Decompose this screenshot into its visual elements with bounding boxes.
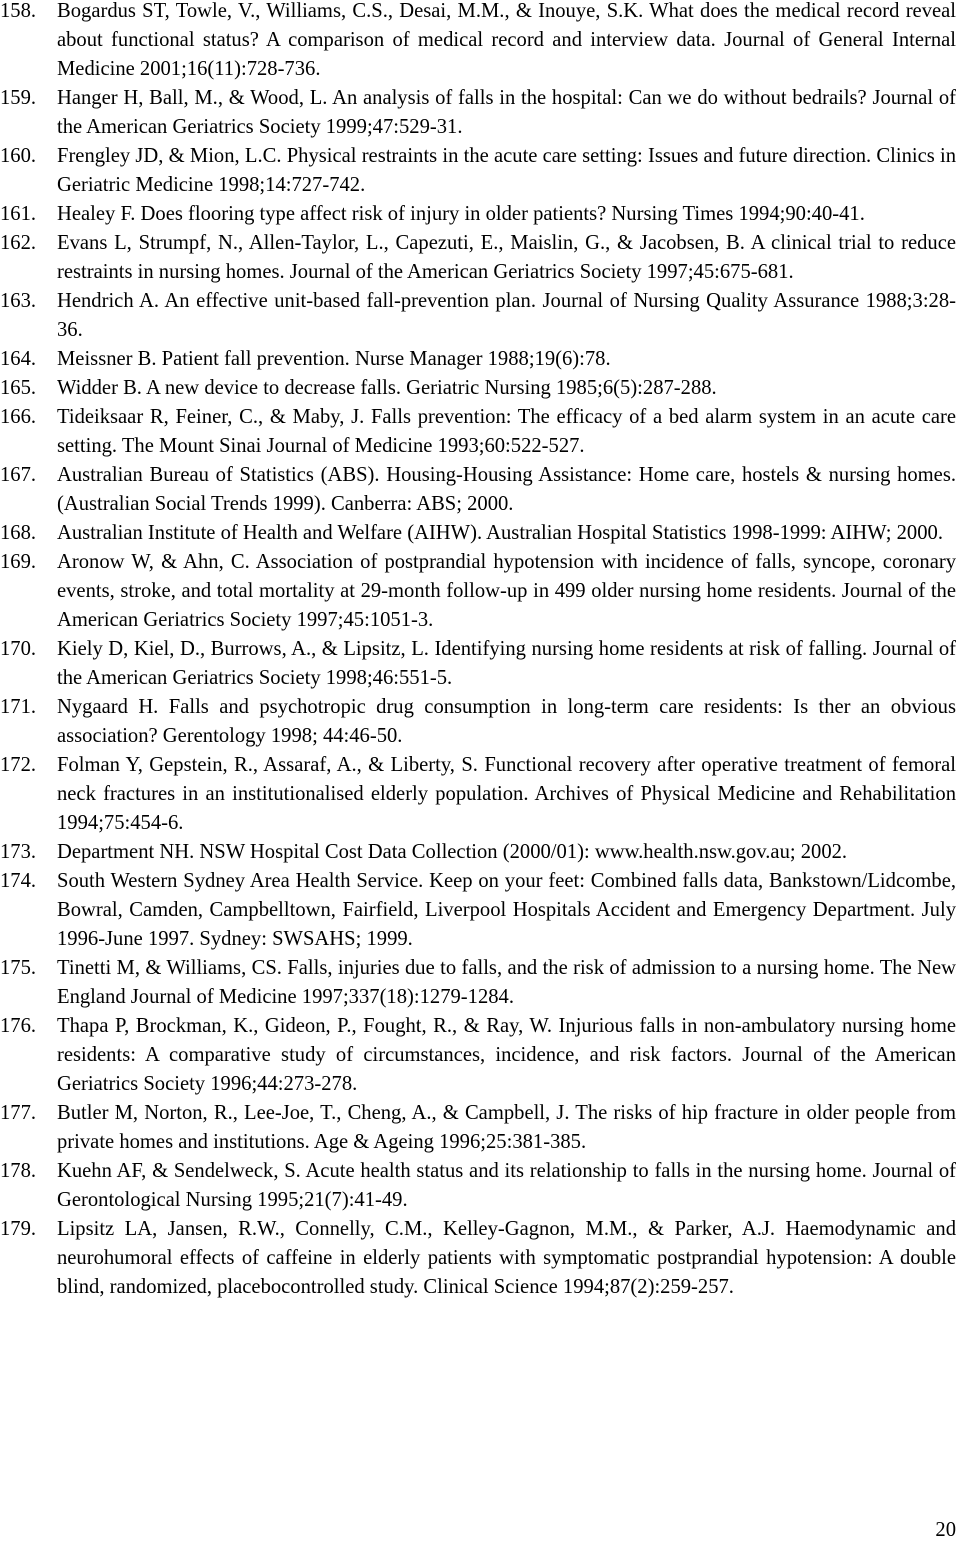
reference-number: 173. [0,841,37,863]
reference-number: 175. [0,957,37,979]
reference-text: Hendrich A. An effective unit-based fall-prevention plan. Journal of Nursing Quality Assurance 1988;3:28-36. [57,290,956,341]
reference-item [0,519,956,548]
reference-item [0,84,956,142]
reference-item [0,345,956,374]
reference-text: Tinetti M, & Williams, CS. Falls, injuries due to falls, and the risk of admission to a nursing home. The New England Journal of Medicine 1997;337(18):1279-1284. [57,957,956,1008]
reference-item [0,954,956,1012]
reference-number: 162. [0,232,37,254]
reference-number: 164. [0,348,37,370]
reference-item [0,0,956,84]
reference-text: Kuehn AF, & Sendelweck, S. Acute health status and its relationship to falls in the nursing home. Journal of Gerontological Nursing 1995;21(7):41-49. [57,1160,956,1211]
reference-number: 163. [0,290,37,312]
reference-number: 171. [0,696,37,718]
reference-number: 179. [0,1218,37,1240]
reference-number: 166. [0,406,37,428]
reference-item [0,461,956,519]
reference-item [0,751,956,838]
reference-text: Widder B. A new device to decrease falls. Geriatric Nursing 1985;6(5):287-288. [57,377,717,399]
reference-text: Frengley JD, & Mion, L.C. Physical restraints in the acute care setting: Issues and future direction. Clinics in Geriatric Medicine 1998;14:727-742. [57,145,956,196]
reference-text: Folman Y, Gepstein, R., Assaraf, A., & Liberty, S. Functional recovery after operative treatment of femoral neck fractures in an institutionalised elderly population. Archives of Physical Medicine and Rehabilitation 1994;75:454-6. [57,754,956,834]
reference-item [0,229,956,287]
reference-text: Lipsitz LA, Jansen, R.W., Connelly, C.M., Kelley-Gagnon, M.M., & Parker, A.J. Haemodynamic and neurohumoral effects of caffeine in elderly patients with symptomatic postprandial hypotension: A double blind, randomized, placebocontrolled study. Clinical Science 1994;87(2):259-257. [57,1218,956,1298]
reference-number: 160. [0,145,37,167]
reference-text: South Western Sydney Area Health Service. Keep on your feet: Combined falls data, Bankstown/Lidcombe, Bowral, Camden, Campbelltown, Fairfield, Liverpool Hospitals Accident and Emergency Department. July 1996-June 1997. Sydney: SWSAHS; 1999. [57,870,956,950]
reference-number: 158. [0,0,37,22]
reference-item [0,1215,956,1302]
reference-item [0,403,956,461]
reference-item [0,693,956,751]
reference-text: Meissner B. Patient fall prevention. Nurse Manager 1988;19(6):78. [57,348,611,370]
reference-text: Healey F. Does flooring type affect risk of injury in older patients? Nursing Times 1994;90:40-41. [57,203,865,225]
reference-number: 176. [0,1015,37,1037]
reference-number: 161. [0,203,37,225]
reference-text: Butler M, Norton, R., Lee-Joe, T., Cheng, A., & Campbell, J. The risks of hip fracture in older people from private homes and institutions. Age & Ageing 1996;25:381-385. [57,1102,956,1153]
reference-number: 165. [0,377,37,399]
reference-text: Hanger H, Ball, M., & Wood, L. An analysis of falls in the hospital: Can we do without bedrails? Journal of the American Geriatrics Society 1999;47:529-31. [57,87,956,138]
reference-item [0,838,956,867]
reference-text: Department NH. NSW Hospital Cost Data Collection (2000/01): www.health.nsw.gov.au; 2002. [57,841,848,863]
reference-number: 168. [0,522,37,544]
reference-number: 167. [0,464,37,486]
reference-text: Kiely D, Kiel, D., Burrows, A., & Lipsitz, L. Identifying nursing home residents at risk of falling. Journal of the American Geriatrics Society 1998;46:551-5. [57,638,956,689]
reference-text: Tideiksaar R, Feiner, C., & Maby, J. Falls prevention: The efficacy of a bed alarm system in an acute care setting. The Mount Sinai Journal of Medicine 1993;60:522-527. [57,406,956,457]
reference-text: Aronow W, & Ahn, C. Association of postprandial hypotension with incidence of falls, syncope, coronary events, stroke, and total mortality at 29-month follow-up in 499 older nursing home residents. Journal of the American Geriatrics Society 1997;45:1051-3. [57,551,956,631]
reference-number: 159. [0,87,37,109]
reference-item [0,287,956,345]
reference-number: 170. [0,638,37,660]
reference-item [0,1157,956,1215]
reference-item [0,548,956,635]
reference-text: Australian Bureau of Statistics (ABS). Housing-Housing Assistance: Home care, hostels & nursing homes. (Australian Social Trends 1999). Canberra: ABS; 2000. [57,464,956,515]
reference-text: Evans L, Strumpf, N., Allen-Taylor, L., Capezuti, E., Maislin, G., & Jacobsen, B. A clinical trial to reduce restraints in nursing homes. Journal of the American Geriatrics Society 1997;45:675-681. [57,232,956,283]
reference-number: 177. [0,1102,37,1124]
reference-number: 178. [0,1160,37,1182]
reference-item [0,142,956,200]
reference-item [0,1012,956,1099]
reference-text: Bogardus ST, Towle, V., Williams, C.S., Desai, M.M., & Inouye, S.K. What does the medical record reveal about functional status? A comparison of medical record and interview data. Journal of General Internal Medicine 2001;16(11):728-736. [57,0,956,80]
reference-item [0,1099,956,1157]
reference-number: 169. [0,551,37,573]
reference-item [0,635,956,693]
reference-item [0,200,956,229]
reference-number: 174. [0,870,37,892]
reference-text: Nygaard H. Falls and psychotropic drug consumption in long-term care residents: Is ther an obvious association? Gerentology 1998; 44:46-50. [57,696,956,747]
reference-number: 172. [0,754,37,776]
reference-text: Thapa P, Brockman, K., Gideon, P., Fought, R., & Ray, W. Injurious falls in non-ambulatory nursing home residents: A comparative study of circumstances, incidence, and risk factors. Journal of the American Geriatrics Society 1996;44:273-278. [57,1015,956,1095]
page-number: 20 [935,1519,956,1541]
reference-text: Australian Institute of Health and Welfare (AIHW). Australian Hospital Statistics 1998-1999: AIHW; 2000. [57,522,943,544]
reference-item [0,374,956,403]
reference-item [0,867,956,954]
